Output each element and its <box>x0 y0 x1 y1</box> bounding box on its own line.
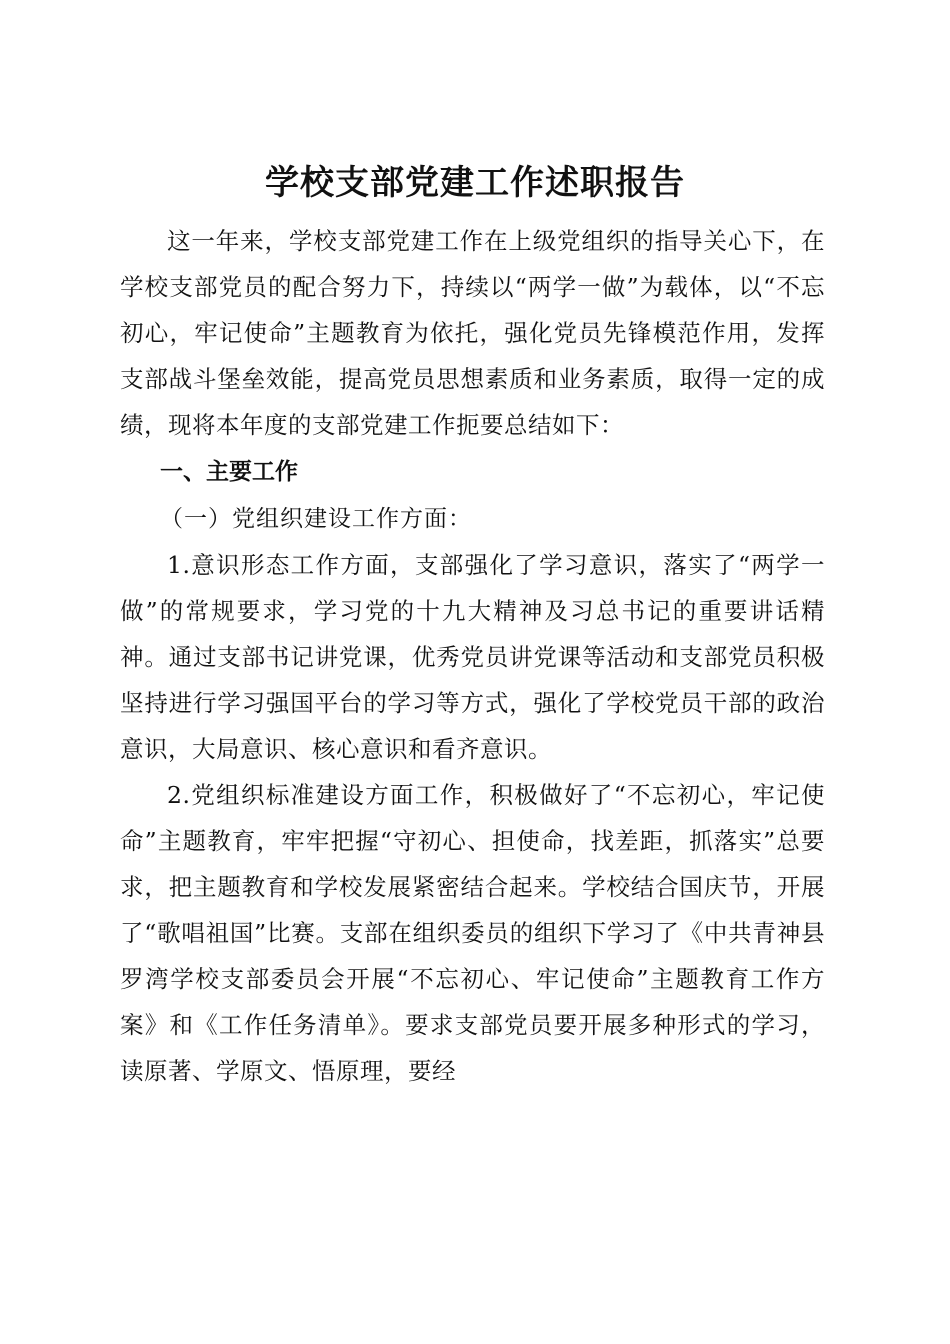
intro-paragraph: 这一年来，学校支部党建工作在上级党组织的指导关心下，在学校支部党员的配合努力下，持续以“两学一做”为载体，以“不忘初心，牢记使命”主题教育为依托，强化党员先锋模范作用，发挥支部战斗堡垒效能，提高党员思想素质和业务素质，取得一定的成绩，现将本年度的支部党建工作扼要总结如下： <box>120 227 825 439</box>
paragraph-ideology-work: 1.意识形态工作方面，支部强化了学习意识，落实了“两学一做”的常规要求，学习党的十九大精神及习总书记的重要讲话精神。通过支部书记讲党课，优秀党员讲党课等活动和支部党员积极坚持进行学习强国平台的学习等方式，强化了学校党员干部的政治意识，大局意识、核心意识和看齐意识。 <box>120 551 825 763</box>
section-heading-main-work: 一、主要工作 <box>160 459 298 485</box>
subsection-heading-party-organization: （一）党组织建设工作方面： <box>160 506 472 532</box>
document-title: 学校支部党建工作述职报告 <box>265 162 685 203</box>
document-body <box>120 218 825 1094</box>
paragraph-organization-standard: 2.党组织标准建设方面工作，积极做好了“不忘初心，牢记使命”主题教育，牢牢把握“守初心、担使命，找差距，抓落实”总要求，把主题教育和学校发展紧密结合起来。学校结合国庆节，开展了“歌唱祖国”比赛。支部在组织委员的组织下学习了《中共青神县罗湾学校支部委员会开展“不忘初心、牢记使命”主题教育工作方案》和《工作任务清单》。要求支部党员要开展多种形式的学习，读原著、学原文、悟原理，要经 <box>120 781 825 1085</box>
